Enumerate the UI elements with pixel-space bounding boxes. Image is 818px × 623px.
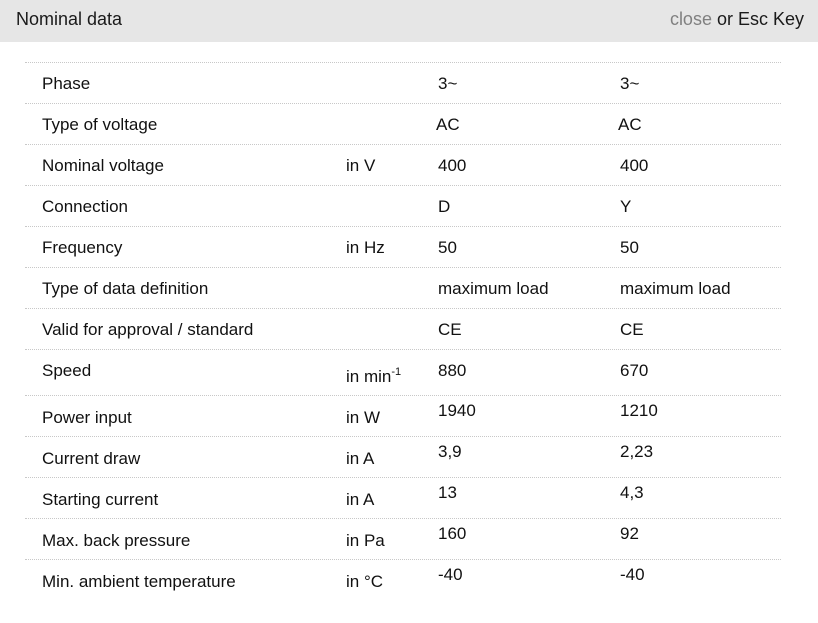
table-row	[25, 144, 781, 185]
row-label: Phase	[42, 74, 91, 93]
row-label: Frequency	[42, 238, 123, 257]
row-value-2: 92	[620, 524, 639, 543]
row-value-1: 3,9	[438, 442, 462, 461]
row-value-1: 400	[438, 156, 467, 175]
row-value-2: 400	[620, 156, 649, 175]
table-row	[25, 349, 781, 395]
row-unit: in Hz	[346, 238, 385, 257]
row-value-2: 1210	[620, 401, 658, 420]
table-row	[25, 395, 781, 436]
dialog-title: Nominal data	[16, 9, 123, 29]
table-row	[25, 518, 781, 559]
row-value-1: 50	[438, 238, 457, 257]
nominal-data-table	[25, 62, 781, 600]
row-value-2: maximum load	[620, 279, 731, 298]
row-value-1: 1940	[438, 401, 476, 420]
row-value-1: 3~	[438, 74, 458, 93]
row-value-2: 4,3	[620, 483, 644, 502]
table-row	[25, 226, 781, 267]
row-label: Valid for approval / standard	[42, 320, 254, 339]
row-value-2: 670	[620, 361, 649, 380]
table-row	[25, 185, 781, 226]
table-row	[25, 62, 781, 103]
row-unit: in A	[346, 449, 375, 468]
table-row	[25, 267, 781, 308]
row-value-1: -40	[438, 565, 463, 584]
row-value-1: CE	[438, 320, 462, 339]
row-label: Nominal voltage	[42, 156, 164, 175]
row-value-2: -40	[620, 565, 645, 584]
row-unit	[346, 367, 401, 387]
unit-text: in min	[346, 367, 392, 386]
row-label: Current draw	[42, 449, 141, 468]
esc-key-hint: or Esc Key	[711, 9, 804, 29]
row-label: Max. back pressure	[42, 531, 191, 550]
table-row	[25, 103, 781, 144]
row-label: Type of voltage	[42, 115, 158, 134]
row-value-1: 13	[438, 483, 457, 502]
row-value-2: 2,23	[620, 442, 654, 461]
row-value-2: CE	[620, 320, 644, 339]
unit-exponent: -1	[391, 366, 402, 378]
row-label: Speed	[42, 361, 92, 380]
row-label: Power input	[42, 408, 132, 427]
row-value-2: Y	[620, 197, 632, 216]
row-value-1: AC	[436, 115, 460, 134]
row-value-2: 50	[620, 238, 639, 257]
row-label: Type of data definition	[42, 279, 209, 298]
table-row	[25, 559, 781, 600]
row-label: Min. ambient temperature	[42, 572, 236, 591]
close-link[interactable]: close	[669, 9, 712, 29]
dialog-header	[0, 0, 818, 42]
row-label: Connection	[42, 197, 129, 216]
row-value-1: 160	[438, 524, 467, 543]
row-value-1: maximum load	[438, 279, 549, 298]
row-value-1: D	[438, 197, 451, 216]
row-unit: in W	[346, 408, 380, 427]
row-unit: in A	[346, 490, 375, 509]
row-value-2: 3~	[620, 74, 640, 93]
table-row	[25, 436, 781, 477]
row-value-1: 880	[438, 361, 467, 380]
table-row	[25, 308, 781, 349]
row-unit: in °C	[346, 572, 384, 591]
row-value-2: AC	[618, 115, 642, 134]
close-hint	[670, 8, 804, 30]
table-row	[25, 477, 781, 518]
row-unit: in V	[346, 156, 376, 175]
row-label: Starting current	[42, 490, 159, 509]
row-unit: in Pa	[346, 531, 385, 550]
